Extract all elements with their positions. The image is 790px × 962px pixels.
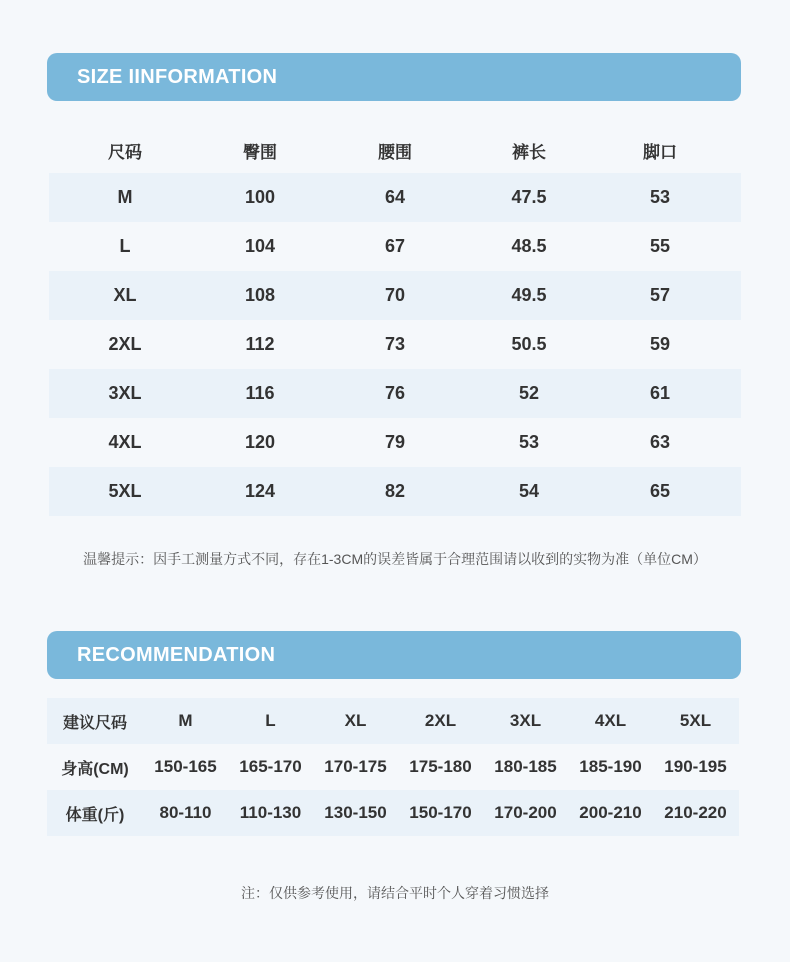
cell-value: M — [178, 711, 193, 730]
cell-length: 52 — [518, 383, 540, 403]
cell-size: L — [119, 236, 131, 256]
size-table — [49, 127, 741, 516]
cell-value: 200-210 — [579, 803, 642, 822]
table-row — [49, 271, 741, 320]
cell-value: 150-170 — [409, 803, 472, 822]
cell-waist: 64 — [384, 187, 406, 207]
column-header-hip: 臀围 — [243, 142, 277, 162]
table-row — [49, 320, 741, 369]
cell-waist: 76 — [384, 383, 406, 403]
cell-value: 170-200 — [494, 803, 557, 822]
recommendation-note: 注：仅供参考使用，请结合平时个人穿着习惯选择 — [241, 885, 549, 901]
cell-leg-opening: 63 — [649, 432, 671, 452]
cell-size: XL — [113, 285, 137, 305]
cell-value: XL — [344, 711, 367, 730]
recommendation-title: RECOMMENDATION — [77, 644, 276, 666]
cell-leg-opening: 55 — [649, 236, 671, 256]
cell-waist: 70 — [384, 285, 406, 305]
table-row — [49, 173, 741, 222]
cell-value: 110-130 — [239, 803, 302, 822]
cell-waist: 82 — [384, 481, 406, 501]
cell-hip: 120 — [244, 432, 276, 452]
row-label: 身高(CM) — [61, 760, 129, 778]
cell-leg-opening: 57 — [649, 285, 671, 305]
cell-waist: 79 — [384, 432, 406, 452]
cell-hip: 108 — [244, 285, 276, 305]
cell-length: 49.5 — [511, 285, 547, 305]
cell-value: 3XL — [509, 711, 542, 730]
table-row — [49, 369, 741, 418]
cell-value: 185-190 — [579, 757, 642, 776]
cell-hip: 112 — [245, 334, 275, 354]
cell-size: 5XL — [108, 481, 142, 501]
cell-leg-opening: 53 — [649, 187, 671, 207]
cell-hip: 116 — [245, 383, 275, 403]
cell-length: 50.5 — [511, 334, 547, 354]
recommendation-table — [47, 698, 739, 836]
measurement-note: 温馨提示：因手工测量方式不同，存在1-3CM的误差皆属于合理范围请以收到的实物为准（单位CM） — [83, 551, 707, 567]
cell-leg-opening: 61 — [649, 383, 671, 403]
table-row-size — [47, 698, 739, 744]
cell-leg-opening: 59 — [649, 334, 671, 354]
cell-value: L — [265, 711, 276, 730]
cell-value: 130-150 — [324, 803, 387, 822]
cell-value: 4XL — [594, 711, 627, 730]
table-row — [49, 418, 741, 467]
cell-length: 54 — [518, 481, 540, 501]
column-header-size: 尺码 — [108, 142, 142, 162]
cell-size: 4XL — [108, 432, 142, 452]
table-row — [49, 467, 741, 516]
table-row-height — [47, 744, 739, 790]
cell-size: 2XL — [108, 334, 142, 354]
cell-length: 47.5 — [511, 187, 547, 207]
cell-hip: 124 — [244, 481, 276, 501]
cell-value: 170-175 — [324, 757, 387, 776]
cell-waist: 67 — [384, 236, 406, 256]
cell-value: 165-170 — [239, 757, 302, 776]
cell-length: 48.5 — [511, 236, 547, 256]
cell-value: 5XL — [679, 711, 712, 730]
cell-hip: 104 — [244, 236, 276, 256]
cell-value: 175-180 — [409, 757, 472, 776]
cell-hip: 100 — [244, 187, 276, 207]
row-label: 体重(斤) — [65, 806, 125, 824]
table-row-weight — [47, 790, 739, 836]
column-header-leg-opening: 脚口 — [643, 142, 677, 162]
cell-value: 210-220 — [664, 803, 727, 822]
table-row — [49, 222, 741, 271]
cell-value: 80-110 — [159, 803, 212, 822]
cell-length: 53 — [518, 432, 540, 452]
size-information-title: SIZE IINFORMATION — [77, 66, 278, 88]
row-label: 建议尺码 — [62, 714, 127, 732]
size-table-header-row — [49, 127, 741, 173]
column-header-length: 裤长 — [512, 142, 546, 162]
cell-value: 150-165 — [154, 757, 217, 776]
cell-leg-opening: 65 — [649, 481, 671, 501]
cell-value: 190-195 — [664, 757, 727, 776]
cell-size: 3XL — [108, 383, 142, 403]
cell-value: 2XL — [424, 711, 457, 730]
cell-size: M — [117, 187, 133, 207]
column-header-waist: 腰围 — [378, 142, 412, 162]
size-information-header — [47, 53, 741, 101]
cell-value: 180-185 — [494, 757, 557, 776]
cell-waist: 73 — [384, 334, 406, 354]
recommendation-header — [47, 631, 741, 679]
